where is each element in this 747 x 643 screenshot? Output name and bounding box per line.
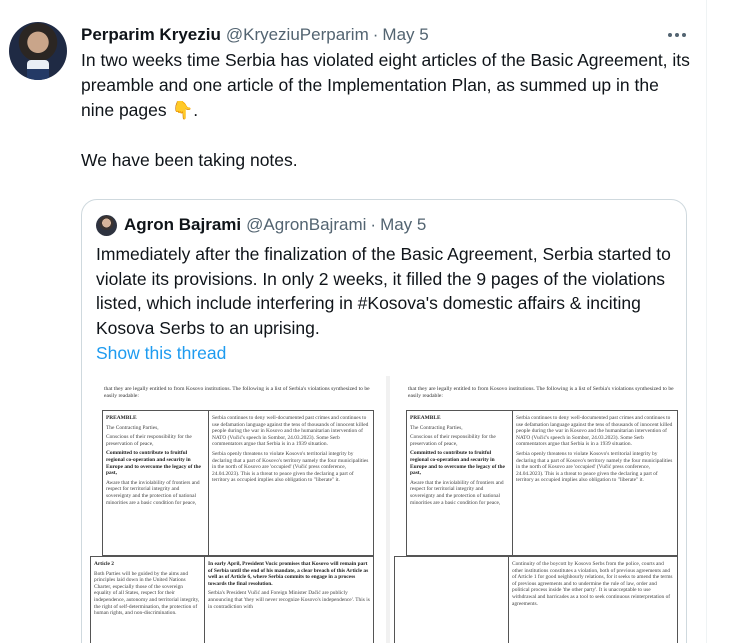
document-text: Committed to contribute to fruitful regional co-operation and security in Europe and to overcome the legacy of the past,	[106, 450, 201, 477]
preamble-title: PREAMBLE	[106, 415, 137, 421]
tweet-date[interactable]: May 5	[382, 25, 429, 44]
document-text: The Contracting Parties,	[410, 424, 463, 431]
document-right-column	[209, 411, 373, 555]
document-image-2[interactable]	[386, 376, 686, 643]
document-right-column	[509, 557, 677, 643]
timeline-divider	[706, 0, 707, 643]
document-text: Serbia continues to deny well-documented past crimes and continues to use defamation language against the tens of thousands of innocent killed people during the war in Kosovo and the humanitarian intervention of NATO (Vučić's speech in Sombor, 24.03.2023). Some Serb commentators argue that Serbia is in a 1939 situation.	[212, 415, 369, 448]
article-title: Article 2	[94, 561, 114, 567]
document-text: Conscious of their responsibility for the preservation of peace,	[106, 434, 192, 447]
separator-dot: ·	[372, 25, 379, 44]
document-left-column	[395, 557, 509, 643]
document-text: Aware that the inviolability of frontiers and respect for territorial integrity and sovereignty and the protection of national minorities are a basic condition for peace,	[410, 479, 504, 506]
document-left-column	[407, 411, 513, 555]
document-table	[406, 410, 678, 556]
document-text: Serbia openly threatens to violate Kosovo's territorial integrity by declaring that a part of Kosovo's territory namely the four municipalities in the north of Kosovo are 'occupied' (Vučić press conference, 24.04.2023). This is a threat to peace given the declaring a part of territory as occupied implies also obligation to "liberate" it.	[212, 450, 369, 484]
document-text: Aware that the inviolability of frontiers and respect for territorial integrity and sovereignty and the protection of national minorities are a basic condition for peace,	[106, 479, 200, 506]
quoted-author-handle[interactable]: @AgronBajrami	[246, 215, 367, 234]
document-text: In early April, President Vucic promises that Kosovo will remain part of Serbia until the end of his mandate, a clear breach of this Article as well as of Article 6, where Serbia commits to engage in a process towards the final resolution.	[208, 561, 369, 587]
preamble-title: PREAMBLE	[410, 415, 441, 421]
quoted-author-name[interactable]: Agron Bajrami	[124, 215, 242, 234]
document-image-1[interactable]	[82, 376, 382, 643]
document-text: The Contracting Parties,	[106, 424, 159, 431]
more-options-icon[interactable]	[666, 24, 688, 46]
document-intro: that they are legally entitled to from Kosovo institutions. The following is a list of Serbia's violations synthesized to be easily readable:	[408, 386, 674, 399]
document-table	[102, 410, 374, 556]
quoted-tweet-header	[124, 214, 426, 236]
document-left-column	[91, 557, 205, 643]
quoted-tweet-date[interactable]: May 5	[380, 215, 427, 234]
document-table-article-2	[90, 556, 374, 643]
document-text: Conscious of their responsibility for the preservation of peace,	[410, 434, 496, 447]
separator-dot: ·	[370, 215, 377, 234]
author-handle[interactable]: @KryeziuPerparim	[225, 25, 369, 44]
document-text: Continuity of the boycott by Kosovo Serbs from the police, courts and other institutions constitutes a violation, both of previous agreements and of Article 1 for good neighbourly relations, for it seeks to amend the terms of previous agreements and to undermine the rule of law, order and political process inside 'the other party'. It is unacceptable to use withdrawal and barricades as a tool to seek continuous reinterpretation of agreements.	[512, 561, 673, 607]
document-text: Serbia's President Vučić and Foreign Minister Dačić are publicly announcing that 'they will never recognize Kosovo's independence'. This is in contradiction with	[208, 590, 370, 610]
document-right-column	[513, 411, 677, 555]
quoted-tweet-text: Immediately after the finalization of the Basic Agreement, Serbia started to violate its provisions. In only 2 weeks, it filled the 9 pages of the violations listed, which include interfering in #Kosova's domestic affairs & inciting Kosova Serbs to an uprising.	[96, 244, 671, 338]
document-left-column	[103, 411, 209, 555]
document-text: Serbia openly threatens to violate Kosovo's territorial integrity by declaring that a part of Kosovo's territory namely the four municipalities in the north of Kosovo are 'occupied' (Vučić press conference, 24.04.2023). This is a threat to peace given the declaring a part of territory as occupied implies also obligation to "liberate" it.	[516, 450, 673, 484]
document-intro: that they are legally entitled to from Kosovo institutions. The following is a list of Serbia's violations synthesized to be easily readable:	[104, 386, 370, 399]
tweet-text	[81, 48, 691, 173]
quoted-tweet[interactable]	[81, 199, 687, 643]
document-right-column	[205, 557, 373, 643]
show-thread-link[interactable]: Show this thread	[96, 343, 227, 363]
tweet-text-paragraph-2: We have been taking notes.	[81, 150, 298, 170]
tweet-text-paragraph-1: In two weeks time Serbia has violated eight articles of the Basic Agreement, its preamble and one article of the Implementation Plan, as summed up in the nine pages 👇.	[81, 50, 690, 120]
document-text: Serbia continues to deny well-documented past crimes and continues to use defamation language against the tens of thousands of innocent killed people during the war in Kosovo and the humanitarian intervention of NATO (Vučić's speech in Sombor, 24.03.2023). Some Serb commentators argue that Serbia is in a 1939 situation.	[516, 415, 673, 448]
author-name[interactable]: Perparim Kryeziu	[81, 25, 221, 44]
document-text: Committed to contribute to fruitful regional co-operation and security in Europe and to overcome the legacy of the past,	[410, 450, 505, 477]
document-text: Both Parties will be guided by the aims and principles laid down in the United Nations Charter, especially those of the sovereign equality of all States, respect for their independence, autonomy and territorial integrity, the right of self-determination, the protection of human rights, and non-discrimination.	[94, 570, 200, 617]
document-table-lower	[394, 556, 678, 643]
author-avatar[interactable]	[9, 22, 67, 80]
quoted-author-avatar[interactable]	[96, 215, 117, 236]
tweet-header	[81, 25, 429, 45]
quoted-media[interactable]	[82, 376, 686, 643]
